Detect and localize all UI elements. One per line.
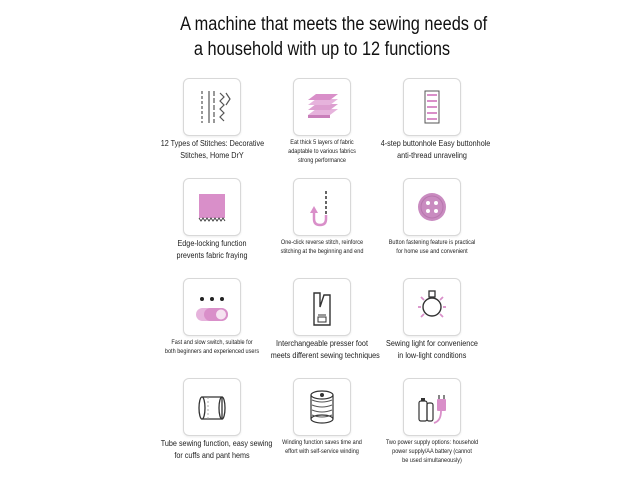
feature-grid (157, 78, 491, 478)
title-line-1: A machine that meets the sewing needs of (180, 14, 488, 35)
feature-sewing-light (377, 278, 487, 378)
feature-caption-line: Two power supply options: household (385, 439, 479, 446)
feature-caption-line: both beginners and experienced users (164, 348, 260, 355)
feature-edge-locking (157, 178, 267, 278)
feature-caption-line: for home use and convenient (396, 248, 468, 255)
feature-thick-fabric (267, 78, 377, 178)
title-line-2: a household with up to 12 functions (193, 39, 451, 60)
feature-power-supply (377, 378, 487, 478)
feature-caption-line: strong performance (297, 157, 347, 164)
feature-caption-line: 4-step buttonhole Easy buttonhole (380, 138, 491, 148)
feature-caption-line: Fast and slow switch, suitable for (171, 339, 253, 346)
feature-caption-line: for cuffs and pant hems (174, 449, 250, 460)
feature-caption-line: power supply/AA battery (cannot (392, 448, 472, 455)
feature-caption-line: effort with self-service winding (285, 448, 359, 455)
reverse-stitch-icon (293, 178, 351, 236)
feature-presser-foot (267, 278, 380, 378)
feature-stitches (157, 78, 267, 178)
feature-caption-line: Sewing light for convenience (386, 338, 478, 348)
presser-foot-icon (293, 278, 351, 336)
sewing-light-icon (403, 278, 461, 336)
feature-speed-switch (157, 278, 267, 378)
tube-sewing-icon (183, 378, 241, 436)
bobbin-winding-icon (293, 378, 351, 436)
feature-caption-line: in low-light conditions (397, 349, 467, 360)
feature-caption-line: 12 Types of Stitches: Decorative (160, 138, 265, 148)
feature-tube-sewing (157, 378, 273, 478)
feature-reverse-stitch (267, 178, 377, 278)
feature-caption-line: meets different sewing techniques (270, 349, 380, 360)
feature-poster (157, 0, 491, 480)
feature-caption-line: prevents fabric fraying (176, 249, 248, 260)
speed-switch-icon (183, 278, 241, 336)
feature-caption-line: anti-thread unraveling (397, 149, 467, 160)
feature-buttonhole (377, 78, 491, 178)
feature-caption-line: Interchangeable presser foot (276, 338, 368, 348)
page-title (180, 12, 488, 62)
edge-locking-icon (183, 178, 241, 236)
buttonhole-icon (403, 78, 461, 136)
fabric-layers-icon (293, 78, 351, 136)
feature-caption-line: be used simultaneously) (402, 457, 462, 464)
power-supply-icon (403, 378, 461, 436)
feature-caption-line: Stitches, Home DrY (180, 149, 244, 160)
button-icon (403, 178, 461, 236)
feature-caption-line: stitching at the beginning and end (280, 248, 364, 255)
feature-button-fastening (377, 178, 487, 278)
feature-winding (267, 378, 377, 478)
stitch-patterns-icon (183, 78, 241, 136)
feature-caption-line: adaptable to various fabrics (288, 148, 356, 155)
feature-caption-line: One-click reverse stitch, reinforce (280, 239, 364, 246)
feature-caption-line: Winding function saves time and (282, 439, 362, 446)
feature-caption-line: Button fastening feature is practical (388, 239, 476, 246)
feature-caption-line: Tube sewing function, easy sewing (160, 438, 273, 448)
feature-caption-line: Edge-locking function (177, 238, 247, 248)
feature-caption-line: Eat thick 5 layers of fabric (290, 139, 354, 146)
